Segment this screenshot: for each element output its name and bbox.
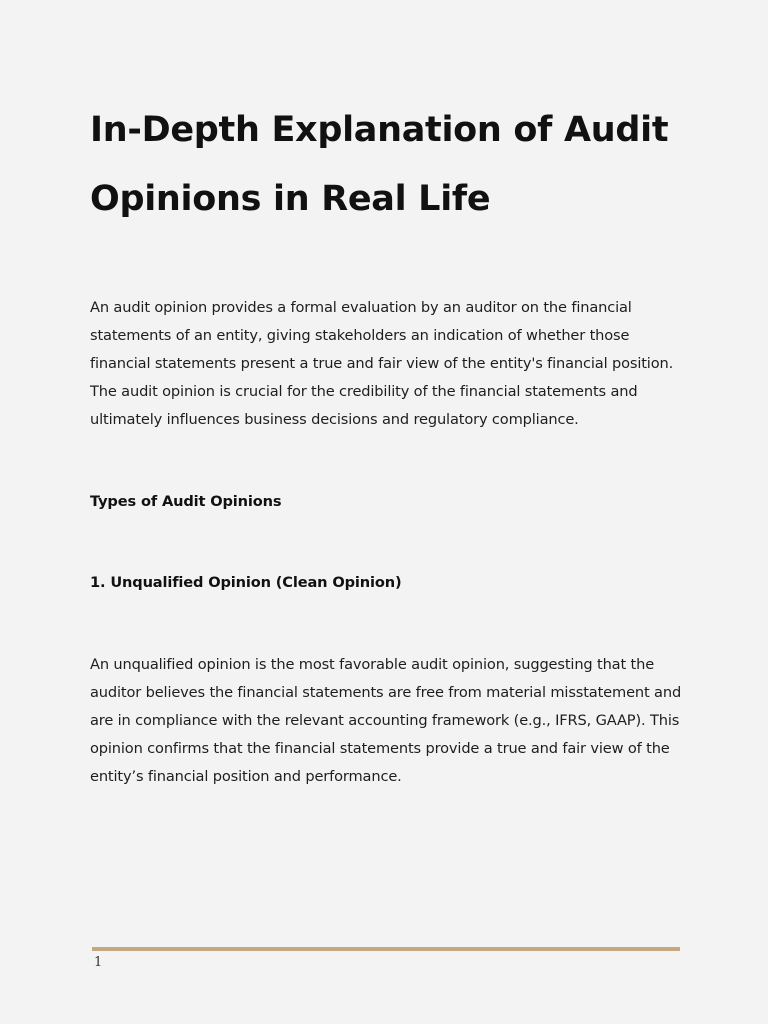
subsection-paragraph: An unqualified opinion is the most favorable audit opinion, suggesting that the auditor believes the financial statements are free from material misstatement and are in compliance with the relevant accounting framework (e.g., IFRS, GAAP). This opinion confirms that the financial statements provide a true and fair view of the entity’s financial position and performance. (90, 656, 682, 785)
page-title: In-Depth Explanation of Audit Opinions in Real Life (90, 110, 669, 219)
intro-paragraph: An audit opinion provides a formal evaluation by an auditor on the financial statements of an entity, giving stakeholders an indication of whether those financial statements present a true and fair view of the entity's financial position. The audit opinion is crucial for the credibility of the financial statements and ultimately influences business decisions and regulatory compliance. (90, 299, 674, 428)
footer-divider (92, 947, 680, 951)
section-heading: Types of Audit Opinions (90, 493, 282, 510)
page-number: 1 (94, 955, 103, 970)
subsection-heading: 1. Unqualified Opinion (Clean Opinion) (90, 574, 402, 591)
